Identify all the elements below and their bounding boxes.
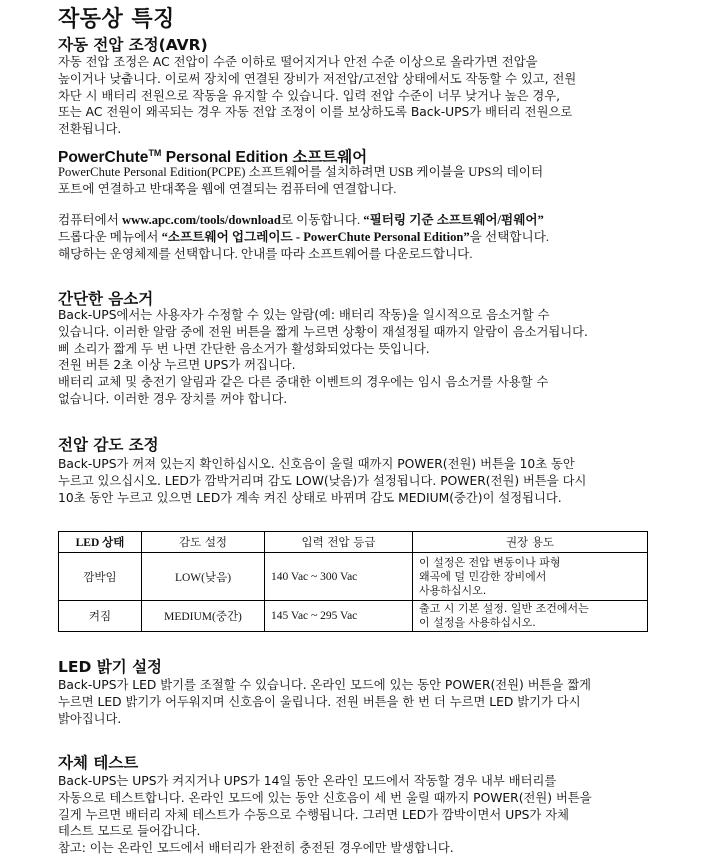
sensitivity-heading: 전압 감도 조정 bbox=[58, 436, 159, 454]
mute-line: 삐 소리가 짧게 두 번 나면 간단한 음소거가 활성화되었다는 뜻입니다. bbox=[58, 341, 430, 356]
avr-line: 또는 AC 전원이 왜곡되는 경우 자동 전압 조정이 이를 보상하도록 Back-UPS가 배터리 전원으로 bbox=[58, 105, 573, 120]
header-led-state: LED 상태 bbox=[59, 532, 142, 553]
download-text: 컴퓨터에서 bbox=[58, 213, 122, 227]
led-line: Back-UPS가 LED 밝기를 조절할 수 있습니다. 온라인 모드에 있는 동안 POWER(전원) 버튼을 짧게 bbox=[58, 678, 592, 692]
download-text: 로 이동합니다. bbox=[280, 213, 364, 227]
mute-line: 없습니다. 이러한 경우 장치를 꺼야 합니다. bbox=[58, 391, 288, 406]
trademark-mark: TM bbox=[148, 147, 162, 158]
avr-line: 높이거나 낮춥니다. 이로써 장치에 연결된 장비가 저전압/고전압 상태에서도 작동할 수 있고, 전원 bbox=[58, 71, 577, 86]
avr-line: 전환됩니다. bbox=[58, 122, 122, 137]
powerchute-heading-rest: Personal Edition 소프트웨어 bbox=[161, 149, 368, 166]
led-paragraph bbox=[58, 677, 591, 727]
mute-line: 있습니다. 이러한 알람 중에 전원 버튼을 짧게 누르면 상황이 재설정될 때까지 알람이 음소거됩니다. bbox=[58, 324, 588, 339]
use-line: 이 설정은 전압 변동이나 파형 bbox=[419, 555, 561, 569]
selftest-line: Back-UPS는 UPS가 켜지거나 UPS가 14일 동안 온라인 모드에서 작동할 경우 내부 배터리를 bbox=[58, 774, 557, 788]
sensitivity-line: Back-UPS가 꺼져 있는지 확인하십시오. 신호음이 울릴 때까지 POWER(전원) 버튼을 10초 동안 bbox=[58, 457, 575, 471]
mute-line: Back-UPS에서는 사용자가 수정할 수 있는 알람(예: 배터리 작동)을 일시적으로 음소거할 수 bbox=[58, 308, 550, 322]
mute-paragraph bbox=[58, 307, 588, 408]
use-line: 사용하십시오. bbox=[419, 583, 487, 597]
download-text: 을 선택합니다. bbox=[469, 229, 550, 244]
avr-line: 차단 시 배터리 전원으로 작동을 유지할 수 있습니다. 입력 전압 수준이 너무 낮거나 높은 경우, bbox=[58, 88, 561, 103]
selftest-line: 자동으로 테스트합니다. 온라인 모드에 있는 동안 신호음이 세 번 울릴 때까지 POWER(전원) 버튼을 bbox=[58, 790, 592, 805]
header-sensitivity-setting: 감도 설정 bbox=[142, 532, 265, 553]
use-line: 출고 시 기본 설정. 일반 조건에서는 bbox=[419, 602, 589, 615]
cell-input-voltage: 140 Vac ~ 300 Vac bbox=[265, 553, 413, 601]
led-line: 밝아집니다. bbox=[58, 711, 122, 726]
led-line: 누르면 LED 밝기가 어두워지며 신호음이 울립니다. 전원 버튼을 한 번 더 누르면 LED 밝기가 다시 bbox=[58, 694, 581, 709]
download-line-3: 해당하는 운영체제를 선택합니다. 안내를 따라 소프트웨어를 다운로드합니다. bbox=[58, 246, 473, 261]
cell-recommended-use bbox=[413, 553, 648, 601]
software-upgrade-option-text: “소프트웨어 업그레이드 - PowerChute Personal Edition” bbox=[161, 229, 470, 244]
download-line-1 bbox=[58, 212, 549, 229]
table-row bbox=[59, 601, 648, 632]
cell-recommended-use bbox=[413, 601, 648, 632]
selftest-line: 테스트 모드로 들어갑니다. bbox=[58, 824, 201, 839]
use-line: 이 설정을 사용하십시오. bbox=[419, 616, 536, 629]
cell-input-voltage: 145 Vac ~ 295 Vac bbox=[265, 601, 413, 632]
table-header-row bbox=[59, 532, 648, 553]
header-input-voltage: 입력 전압 등급 bbox=[265, 532, 413, 553]
selftest-line: 참고: 이는 온라인 모드에서 배터리가 완전히 충전된 경우에만 발생합니다. bbox=[58, 841, 454, 856]
download-text: 드롭다운 메뉴에서 bbox=[58, 229, 162, 244]
selftest-line: 길게 누르면 배터리 자체 테스트가 수동으로 수행됩니다. 그러면 LED가 깜박이면서 UPS가 자체 bbox=[58, 807, 569, 822]
avr-line: 자동 전압 조정은 AC 전압이 수준 이하로 떨어지거나 안전 수준 이상으로 올라가면 전압을 bbox=[58, 55, 538, 69]
filter-option-text: “필터링 기준 소프트웨어/펌웨어” bbox=[363, 213, 544, 227]
sensitivity-line: 누르고 있으십시오. LED가 깜박거리며 감도 LOW(낮음)가 설정됩니다. POWER(전원) 버튼을 다시 bbox=[58, 473, 587, 488]
selftest-heading: 자체 테스트 bbox=[58, 754, 139, 772]
cell-sensitivity-setting: MEDIUM(중간) bbox=[142, 601, 265, 632]
mute-heading: 간단한 음소거 bbox=[58, 290, 154, 308]
powerchute-line: 포트에 연결하고 반대쪽을 웹에 연결되는 컴퓨터에 연결합니다. bbox=[58, 181, 397, 196]
cell-sensitivity-setting: LOW(낮음) bbox=[142, 553, 265, 601]
cell-led-state: 깜박임 bbox=[59, 553, 142, 601]
selftest-paragraph bbox=[58, 773, 592, 857]
page-title: 작동상 특징 bbox=[58, 7, 175, 32]
sensitivity-line: 10초 동안 누르고 있으면 LED가 계속 켜진 상태로 바뀌며 감도 MEDIUM(중간)이 설정됩니다. bbox=[58, 490, 562, 505]
powerchute-heading-main: PowerChute bbox=[58, 149, 149, 166]
use-line: 왜곡에 덜 민감한 장비에서 bbox=[419, 569, 547, 583]
cell-led-state: 켜짐 bbox=[59, 601, 142, 632]
powerchute-line: PowerChute Personal Edition(PCPE) 소프트웨어를 설치하려면 USB 케이블을 UPS의 데이터 bbox=[58, 165, 544, 179]
avr-paragraph bbox=[58, 54, 576, 138]
table-row bbox=[59, 553, 648, 601]
mute-line: 배터리 교체 및 충전기 알림과 같은 다른 중대한 이벤트의 경우에는 임시 음소거를 사용할 수 bbox=[58, 375, 549, 390]
powerchute-paragraph bbox=[58, 164, 543, 198]
led-heading: LED 밝기 설정 bbox=[58, 658, 163, 676]
download-line-2 bbox=[58, 229, 549, 246]
sensitivity-table bbox=[58, 531, 648, 632]
mute-line: 전원 버튼 2초 이상 누르면 UPS가 꺼집니다. bbox=[58, 358, 296, 373]
header-recommended-use: 권장 용도 bbox=[413, 532, 648, 553]
avr-heading: 자동 전압 조정(AVR) bbox=[58, 36, 208, 54]
download-url-link[interactable]: www.apc.com/tools/download bbox=[121, 213, 281, 227]
powerchute-download-paragraph bbox=[58, 212, 549, 262]
sensitivity-paragraph bbox=[58, 456, 586, 506]
